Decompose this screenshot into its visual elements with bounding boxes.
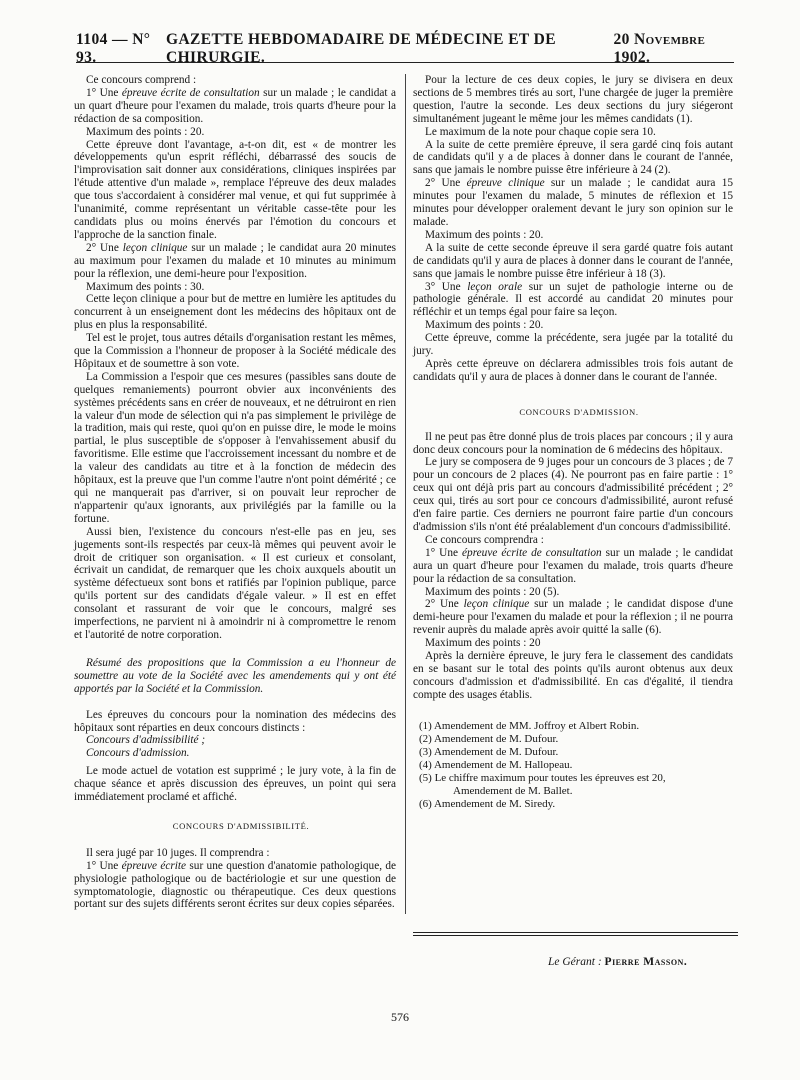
emphasis: leçon clinique: [122, 241, 188, 254]
issue-date: 20 Novembre 1902.: [613, 31, 706, 66]
paragraph: 1° Une épreuve écrite de consultation sur un malade ; le candidat a un quart d'heure pour l'examen du malade, trois quarts d'heure pour la rédaction de sa composition.: [74, 86, 397, 125]
paragraph: Cette leçon clinique a pour but de mettre en lumière les aptitudes du concurrent à un enseignement dont les médecins des hôpitaux ont de plus en plus la responsabilité.: [74, 293, 396, 332]
paragraph: Cette épreuve, comme la précédente, sera jugée par la totalité du jury.: [413, 332, 733, 358]
right-column: [413, 74, 733, 811]
paragraph: Le mode actuel de votation est supprimé ; le jury vote, à la fin de chaque séance et après discussion des épreuves, un point qui sera immédiatement proclamé et affiché.: [74, 765, 396, 804]
footnote-continuation: Amendement de M. Ballet.: [453, 784, 573, 797]
footnote: (5) Le chiffre maximum pour toutes les épreuves est 20,: [419, 771, 666, 784]
paragraph: Maximum des points : 20.: [86, 125, 205, 138]
footnote: (1) Amendement de MM. Joffroy et Albert Robin.: [419, 719, 640, 732]
paragraph: 2° Une leçon clinique sur un malade ; le candidat dispose d'une demi-heure pour l'examen du malade et pour la réflexion ; il ne pourra revenir auprès du malade après avoir quitté la salle (6).: [413, 598, 734, 637]
paragraph: Après la dernière épreuve, le jury fera le classement des candidats en se basant sur le total des points qu'ils auront obtenus aux deux concours d'admission et d'admissibilité. En cas d'égalité, il tiendra compte des usages établis.: [413, 650, 733, 701]
section-heading: CONCOURS D'ADMISSION.: [519, 406, 639, 417]
paragraph: La Commission a l'espoir que ces mesures (passibles sans doute de quelques remaniements) pourront obvier aux inconvénients des systèmes précédents sans en créer de nouveaux, et ne détruiront en rien la valeur d'un mode de sélection qui n'a pas simplement le privilège de la tradition, mais qui reste, quoi qu'on en puisse dire, le mode le moins partial, le plus susceptible de s'opposer à l'envahissement abusif du favoritisme. Elle estime que l'accroissement incessant du nombre et de la valeur des candidats au titre et à la fonction de médecin des hôpitaux, est la preuve que l'un comme l'autre n'ont point démérité ; ce qui ne manquerait pas d'arriver, si on pouvait leur reprocher de n'appartenir qu'aux ignorants, aux privilégiés par la famille ou la fortune.: [74, 370, 396, 525]
paragraph: 3° Une leçon orale sur un sujet de pathologie interne ou de pathologie générale. Il est accordé au candidat 20 minutes pour réfléchir et un temps égal pour faire sa leçon.: [413, 280, 734, 319]
footnote: (2) Amendement de M. Dufour.: [419, 732, 559, 745]
paragraph: Tel est le projet, tous autres détails d'organisation restant les mêmes, que la Commission a l'honneur de proposer à la Société médicale des Hôpitaux et de soumettre à son vote.: [74, 332, 396, 370]
running-header: [76, 31, 734, 66]
emphasis: épreuve écrite: [121, 859, 187, 872]
signature-line: [548, 956, 687, 968]
closing-rule: [413, 932, 738, 933]
paragraph: A la suite de cette première épreuve, il sera gardé cinq fois autant de candidats qu'il y a de places à donner dans le courant de l'année, sans que jamais le nombre puisse être inférieure à 24 (2).: [413, 138, 733, 177]
paragraph: Maximum des points : 20.: [425, 228, 544, 241]
paragraph: A la suite de cette seconde épreuve il sera gardé quatre fois autant de candidats qu'il y aura de places à donner dans le courant de l'année, sans que jamais le nombre puisse être inférieur à 18 (3).: [413, 241, 733, 280]
emphasis: leçon orale: [467, 280, 523, 293]
paragraph: Il sera jugé par 10 juges. Il comprendra :: [86, 846, 270, 859]
paragraph: Aussi bien, l'existence du concours n'est-elle pas en jeu, ses jugements sont-ils respectés par ceux-là mêmes qui peuvent avoir le droit de critiquer son organisation. « Il est curieux et consolant, écrivait un candidat, de remarquer que les choix auxquels aboutit un système défectueux sont bons et ratifiés par l'opinion publique, parce qu'ils portent sur des candidats d'égale valeur. » Il est en effet consolant et rassurant de voir que le concours, malgré ses imperfections, ne parvient ni à amoindrir ni à compromettre le renom et l'autorité de notre corporation.: [74, 525, 396, 641]
paragraph: Maximum des points : 20 (5).: [425, 585, 560, 598]
signature-label: Le Gérant :: [548, 956, 602, 968]
paragraph: Ce concours comprend :: [86, 74, 197, 86]
page-issue-number: 1104 — N° 93.: [76, 31, 151, 66]
emphasis: épreuve écrite de consultation: [121, 86, 260, 99]
paragraph: 2° Une leçon clinique sur un malade ; le candidat aura 20 minutes au maximum pour l'examen du malade et 10 minutes au minimum pour la réflexion, une demi-heure pour l'exposition.: [74, 241, 397, 280]
paragraph: 1° Une épreuve écrite sur une question d'anatomie pathologique, de physiologie pathologique ou de bactériologie et sur une question de symptomatologie, diagnostic ou thérapeutique. Ces deux questions portant sur des sujets différents seront écrites sur deux copies séparées.: [74, 859, 397, 911]
footnote: (6) Amendement de M. Siredy.: [419, 797, 556, 810]
paragraph: Le jury se composera de 9 juges pour un concours de 3 places ; de 7 pour un concours de 2 places (4). Ne pourront pas en faire partie : 1° ceux qui ont déjà pris part au concours d'admissibilité précédent ; 2° ceux qui, tirés au sort pour ce concours d'admissibilité, auront refusé d'en faire partie. Ces derniers ne pourront faire partie d'un concours d'admission s'ils n'ont été préalablement d'un concours d'admissibilité.: [413, 456, 733, 533]
paragraph: Maximum des points : 20: [425, 637, 541, 650]
column-divider: [405, 74, 406, 914]
emphasis: épreuve écrite de consultation: [462, 546, 602, 559]
page-number: 576: [391, 1010, 409, 1024]
concours-item: Concours d'admission.: [86, 747, 190, 760]
emphasis: leçon clinique: [463, 598, 530, 611]
concours-item: Concours d'admissibilité ;: [86, 734, 206, 747]
footnote: (4) Amendement de M. Hallopeau.: [419, 758, 573, 771]
paragraph: 1° Une épreuve écrite de consultation sur un malade ; le candidat aura un quart d'heure pour l'examen du malade, trois quarts d'heure pour la rédaction de sa consultation.: [413, 546, 733, 585]
journal-title: GAZETTE HEBDOMADAIRE DE MÉDECINE ET DE CHIRURGIE.: [166, 31, 556, 66]
left-column: [74, 74, 396, 911]
paragraph: Après cette épreuve on déclarera admissibles trois fois autant de candidats qu'il y aura de places à donner dans le courant de l'année.: [413, 357, 733, 383]
signature-name: Pierre Masson.: [604, 956, 688, 968]
summary-heading: Résumé des propositions que la Commission a eu l'honneur de soumettre au vote de la Société avec les amendements qui y ont été apportés par la Société et la Commission.: [74, 656, 396, 695]
paragraph: Maximum des points : 30.: [86, 280, 205, 293]
closing-rule: [413, 935, 738, 936]
section-heading: CONCOURS D'ADMISSIBILITÉ.: [172, 820, 310, 831]
paragraph: 2° Une épreuve clinique sur un malade ; le candidat aura 15 minutes pour l'examen du malade, 5 minutes de réflexion et 15 minutes pour développer oralement devant le jury son opinion sur le malade.: [413, 177, 733, 228]
paragraph: Ce concours comprendra :: [425, 533, 544, 546]
paragraph: Cette épreuve dont l'avantage, a-t-on dit, est « de montrer les développements qu'un esprit réfléchi, débarrassé des soucis de l'improvisation sait donner aux considérations, cliniques inspirées par l'étude attentive d'un malade », remplace l'épreuve des deux malades que tous s'accordaient à considérer mal venue, et qui fut supprimée à l'unanimité, comme représentant un véritable casse-tête pour les candidats plus ou moins énervés par l'émotion du concours et l'approche de la sanction finale.: [74, 138, 396, 241]
emphasis: épreuve clinique: [466, 177, 545, 190]
paragraph: Pour la lecture de ces deux copies, le jury se divisera en deux sections de 5 membres tirés au sort, l'une chargée de juger la première question, l'autre la seconde. Les deux sections du jury siégeront simultanément jugeant le même jour les mêmes candidats (1).: [413, 74, 733, 125]
footnote: (3) Amendement de M. Dufour.: [419, 745, 559, 758]
paragraph: Maximum des points : 20.: [425, 319, 544, 332]
paragraph: Il ne peut pas être donné plus de trois places par concours ; il y aura donc deux concours pour la nomination de 6 médecins des hôpitaux.: [413, 430, 733, 456]
paragraph: Le maximum de la note pour chaque copie sera 10.: [425, 125, 656, 138]
paragraph: Les épreuves du concours pour la nomination des médecins des hôpitaux sont réparties en deux concours distincts :: [74, 708, 396, 734]
